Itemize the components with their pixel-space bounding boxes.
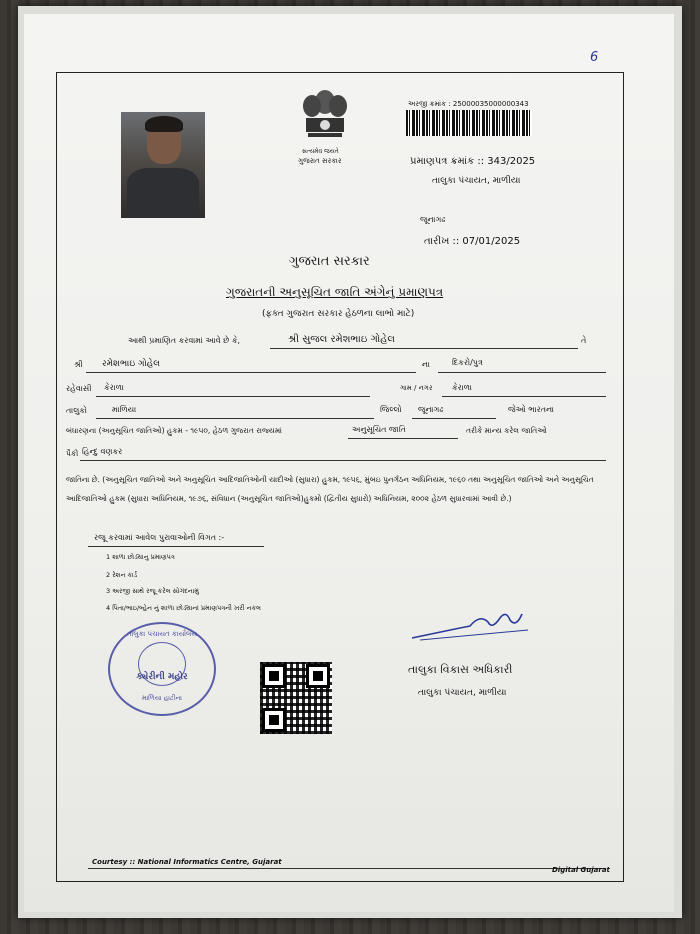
issue-date: તારીખ :: 07/01/2025: [424, 236, 521, 247]
list-item: 2 રેશન કાર્ડ: [106, 571, 138, 579]
barcode: [406, 110, 532, 136]
documents-heading: રજૂ કરવામાં આવેલ પુરાવાઓની વિગત :-: [94, 533, 225, 542]
seal-bottom-text: માળિયા હાટીના: [142, 694, 182, 702]
father-prefix: શ્રી: [74, 360, 83, 369]
list-item: 4 પિતા/ભાઇ/બ્હેન નું શાળા છોડ્યાનાં પ્રમાણપત્રની ખરી નકલ: [106, 604, 261, 612]
certificate-title: ગુજરાતની અનુસૂચિત જાતિ અંગેનું પ્રમાણપત્ર: [226, 285, 444, 299]
certify-label: આથી પ્રમાણિત કરવામાં આવે છે કે,: [128, 336, 241, 345]
certificate-subtitle: (ફક્ત ગુજરાત સરકાર હેઠળના લાભો માટે): [262, 309, 415, 319]
footer-courtesy: Courtesy :: National Informatics Centre, Gujarat: [92, 858, 282, 866]
caste-prefix: પૈકી: [66, 449, 79, 458]
applicant-photo: [121, 112, 205, 218]
district-label: જિલ્લો: [380, 405, 402, 414]
seal-top-text: તાલુકા પંચાયત કાર્યાલય: [126, 630, 198, 638]
order-text: બંધારણના (અનુસૂચિત જાતિઓ) હુકમ - ૧૯૫૦, હેઠળ ગુજરાત રાજ્યમાં: [66, 426, 282, 435]
qr-code: [260, 662, 332, 734]
application-number: અરજી ક્રમાંક : 25000035000000343: [408, 100, 529, 108]
issuing-office: તાલુકા પંચાયત, માળીયા: [432, 176, 521, 186]
district-value: જૂનાગઢ: [418, 405, 444, 414]
list-item: 3 અરજી સાથે રજૂ કરેલ સોગંદનામું: [106, 587, 199, 595]
caste-category: અનુસૂચિત જાતિ: [352, 425, 406, 434]
line2-mid: ના: [422, 360, 430, 369]
legal-paragraph: જાતિના છે. (અનુસૂચિત જાતિઓ અને અનુસૂચિત આદિજાતિઓની યાદીઓ (સુધારા) હુકમ, ૧૯૫૬, મુંબઇ પુનર્ગઠન અધિનિયમ, ૧૯૬૦ તથા અનુસૂચિત જાતિઓ અને અનુસૂચિત આદિજાતિઓ હુકમ (સુધારા અધિનિયમ, ૧૯૭૬, સંવિધાન (અનુસૂચિત જાતિઓ)હુકમો (દ્વિતીય સુધારો) અધિનિયમ, ૨૦૦૨ હેઠળ સુધારવામાં આવી છે.): [66, 475, 594, 503]
line4-end: જેઓ ભારતના: [508, 405, 555, 414]
district-name: જૂનાગઢ: [420, 215, 446, 224]
office-seal: [108, 622, 216, 716]
residence-value: કેરાળા: [104, 383, 124, 392]
line1-end: તે: [581, 336, 587, 345]
certificate-number: પ્રમાણપત્ર ક્રમાંક :: 343/2025: [410, 156, 536, 167]
village-value: કેરાળા: [452, 383, 472, 392]
footer-digital-gujarat: Digital Gujarat: [552, 866, 610, 874]
caste-name: હિન્દુ વણકર: [82, 447, 123, 456]
officer-signature: [410, 608, 530, 644]
taluka-label: તાલુકો: [66, 406, 87, 415]
seal-middle-text: ક્યેરીની મહોર: [136, 672, 188, 682]
emblem-caption: ગુજરાત સરકાર: [298, 157, 342, 165]
residence-label: રહેવાસી: [66, 384, 92, 393]
applicant-name: શ્રી સુજલ રમેશભાઇ ગોહેલ: [288, 334, 395, 345]
officer-office: તાલુકા પંચાયત, માળીયા: [418, 688, 507, 698]
village-label: ગામ / નગર: [400, 384, 433, 392]
taluka-value: માળિયા: [112, 405, 137, 414]
government-title: ગુજરાત સરકાર: [289, 254, 370, 269]
list-item: 1 શાળા છોડ્યાનુ પ્રમાણપત્ર: [106, 553, 175, 561]
officer-title: તાલુકા વિકાસ અધિકારી: [408, 663, 513, 676]
father-name: રમેશભાઇ ગોહેલ: [102, 359, 161, 369]
state-emblem: [298, 86, 352, 146]
emblem-motto: સત્યમેવ જયતે: [302, 148, 339, 155]
line5-end: તરીકે માન્ય કરેલ જાતિઓ: [466, 426, 547, 435]
relation: દિકરો/પુત્ર: [452, 358, 483, 367]
page-number: 6: [590, 50, 599, 65]
